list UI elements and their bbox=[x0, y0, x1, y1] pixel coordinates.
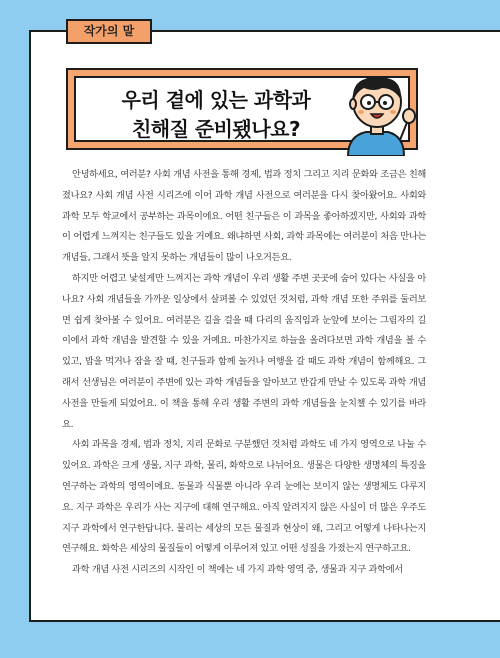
headline-line-2: 친해질 준비됐나요? bbox=[131, 117, 301, 141]
paragraph-4: 과학 개념 사전 시리즈의 시작인 이 책에는 네 가지 과학 영역 중, 생물과 지구 과학에서 bbox=[72, 564, 403, 576]
paragraph-3: 사회 과목을 경제, 법과 정치, 지리 문화로 구분했던 것처럼 과학도 네 가지 영역으로 나눌 수 있어요. 과학은 크게 생물, 지구 과학, 물리, 화학으로 나뉘어요. 생물은 다양한 생명체의 특징을 연구하는 과학의 영역이에요. 동물과 식물뿐 아니라 우리 눈에는 보이지 않는 생명체도 다루지요. 지구 과학은 우리가 사는 지구에 대해 연구해요. 아직 알려지지 않은 사실이 더 많은 우주도 지구 과학에서 연구한답니다. 물리는 세상의 모든 물질과 현상이 왜, 그리고 어떻게 나타나는지 연구해요. 화학은 세상의 물질들이 어떻게 이루어져 있고 어떤 성질을 가졌는지 연구하고요. bbox=[62, 439, 426, 555]
paragraph-1: 안녕하세요, 여러분? 사회 개념 사전을 통해 경제, 법과 정치 그리고 지리 문화와 조금은 친해졌나요? 사회 개념 사전 시리즈에 이어 과학 개념 사전으로 여러분을 다시 찾아왔어요. 사회와 과학 모두 학교에서 공부하는 과목이에요. 어떤 친구들은 이 과목을 좋아하겠지만, 사회와 과학이 어렵게 느껴지는 친구들도 있을 거예요. 왜냐하면 사회, 과학 과목에는 여러분이 처음 만나는 개념들, 그래서 뜻을 알지 못하는 개념들이 많이 나오거든요. bbox=[62, 169, 426, 264]
preface-body bbox=[62, 165, 426, 581]
headline-line-1: 우리 곁에 있는 과학과 bbox=[121, 88, 311, 112]
boy-with-glasses-waving-illustration bbox=[334, 72, 416, 156]
headline-title bbox=[96, 86, 336, 144]
paragraph-2: 하지만 어렵고 낯설게만 느껴지는 과학 개념이 우리 생활 주변 곳곳에 숨어 있다는 사실을 아나요? 사회 개념들을 가까운 일상에서 살펴볼 수 있었던 것처럼, 과학 개념 또한 주위를 둘러보면 쉽게 찾아볼 수 있어요. 여러분은 길을 걸을 때 다리의 움직임과 눈앞에 보이는 그림자의 길이에서 과학 개념을 발견할 수 있을 거예요. 마찬가지로 하늘을 올려다보면 과학 개념을 볼 수 있고, 밥을 먹거나 잠을 잘 때, 친구들과 함께 놀거나 여행을 갈 때도 과학 개념이 함께해요. 그래서 선생님은 여러분이 주변에 있는 과학 개념들을 알아보고 반갑게 만날 수 있도록 과학 개념 사전을 만들게 되었어요. 이 책을 통해 우리 생활 주변의 과학 개념들을 눈치챌 수 있기를 바라요. bbox=[62, 272, 426, 430]
section-label: 작가의 말 bbox=[66, 19, 152, 44]
page-bottom-background bbox=[29, 622, 500, 658]
